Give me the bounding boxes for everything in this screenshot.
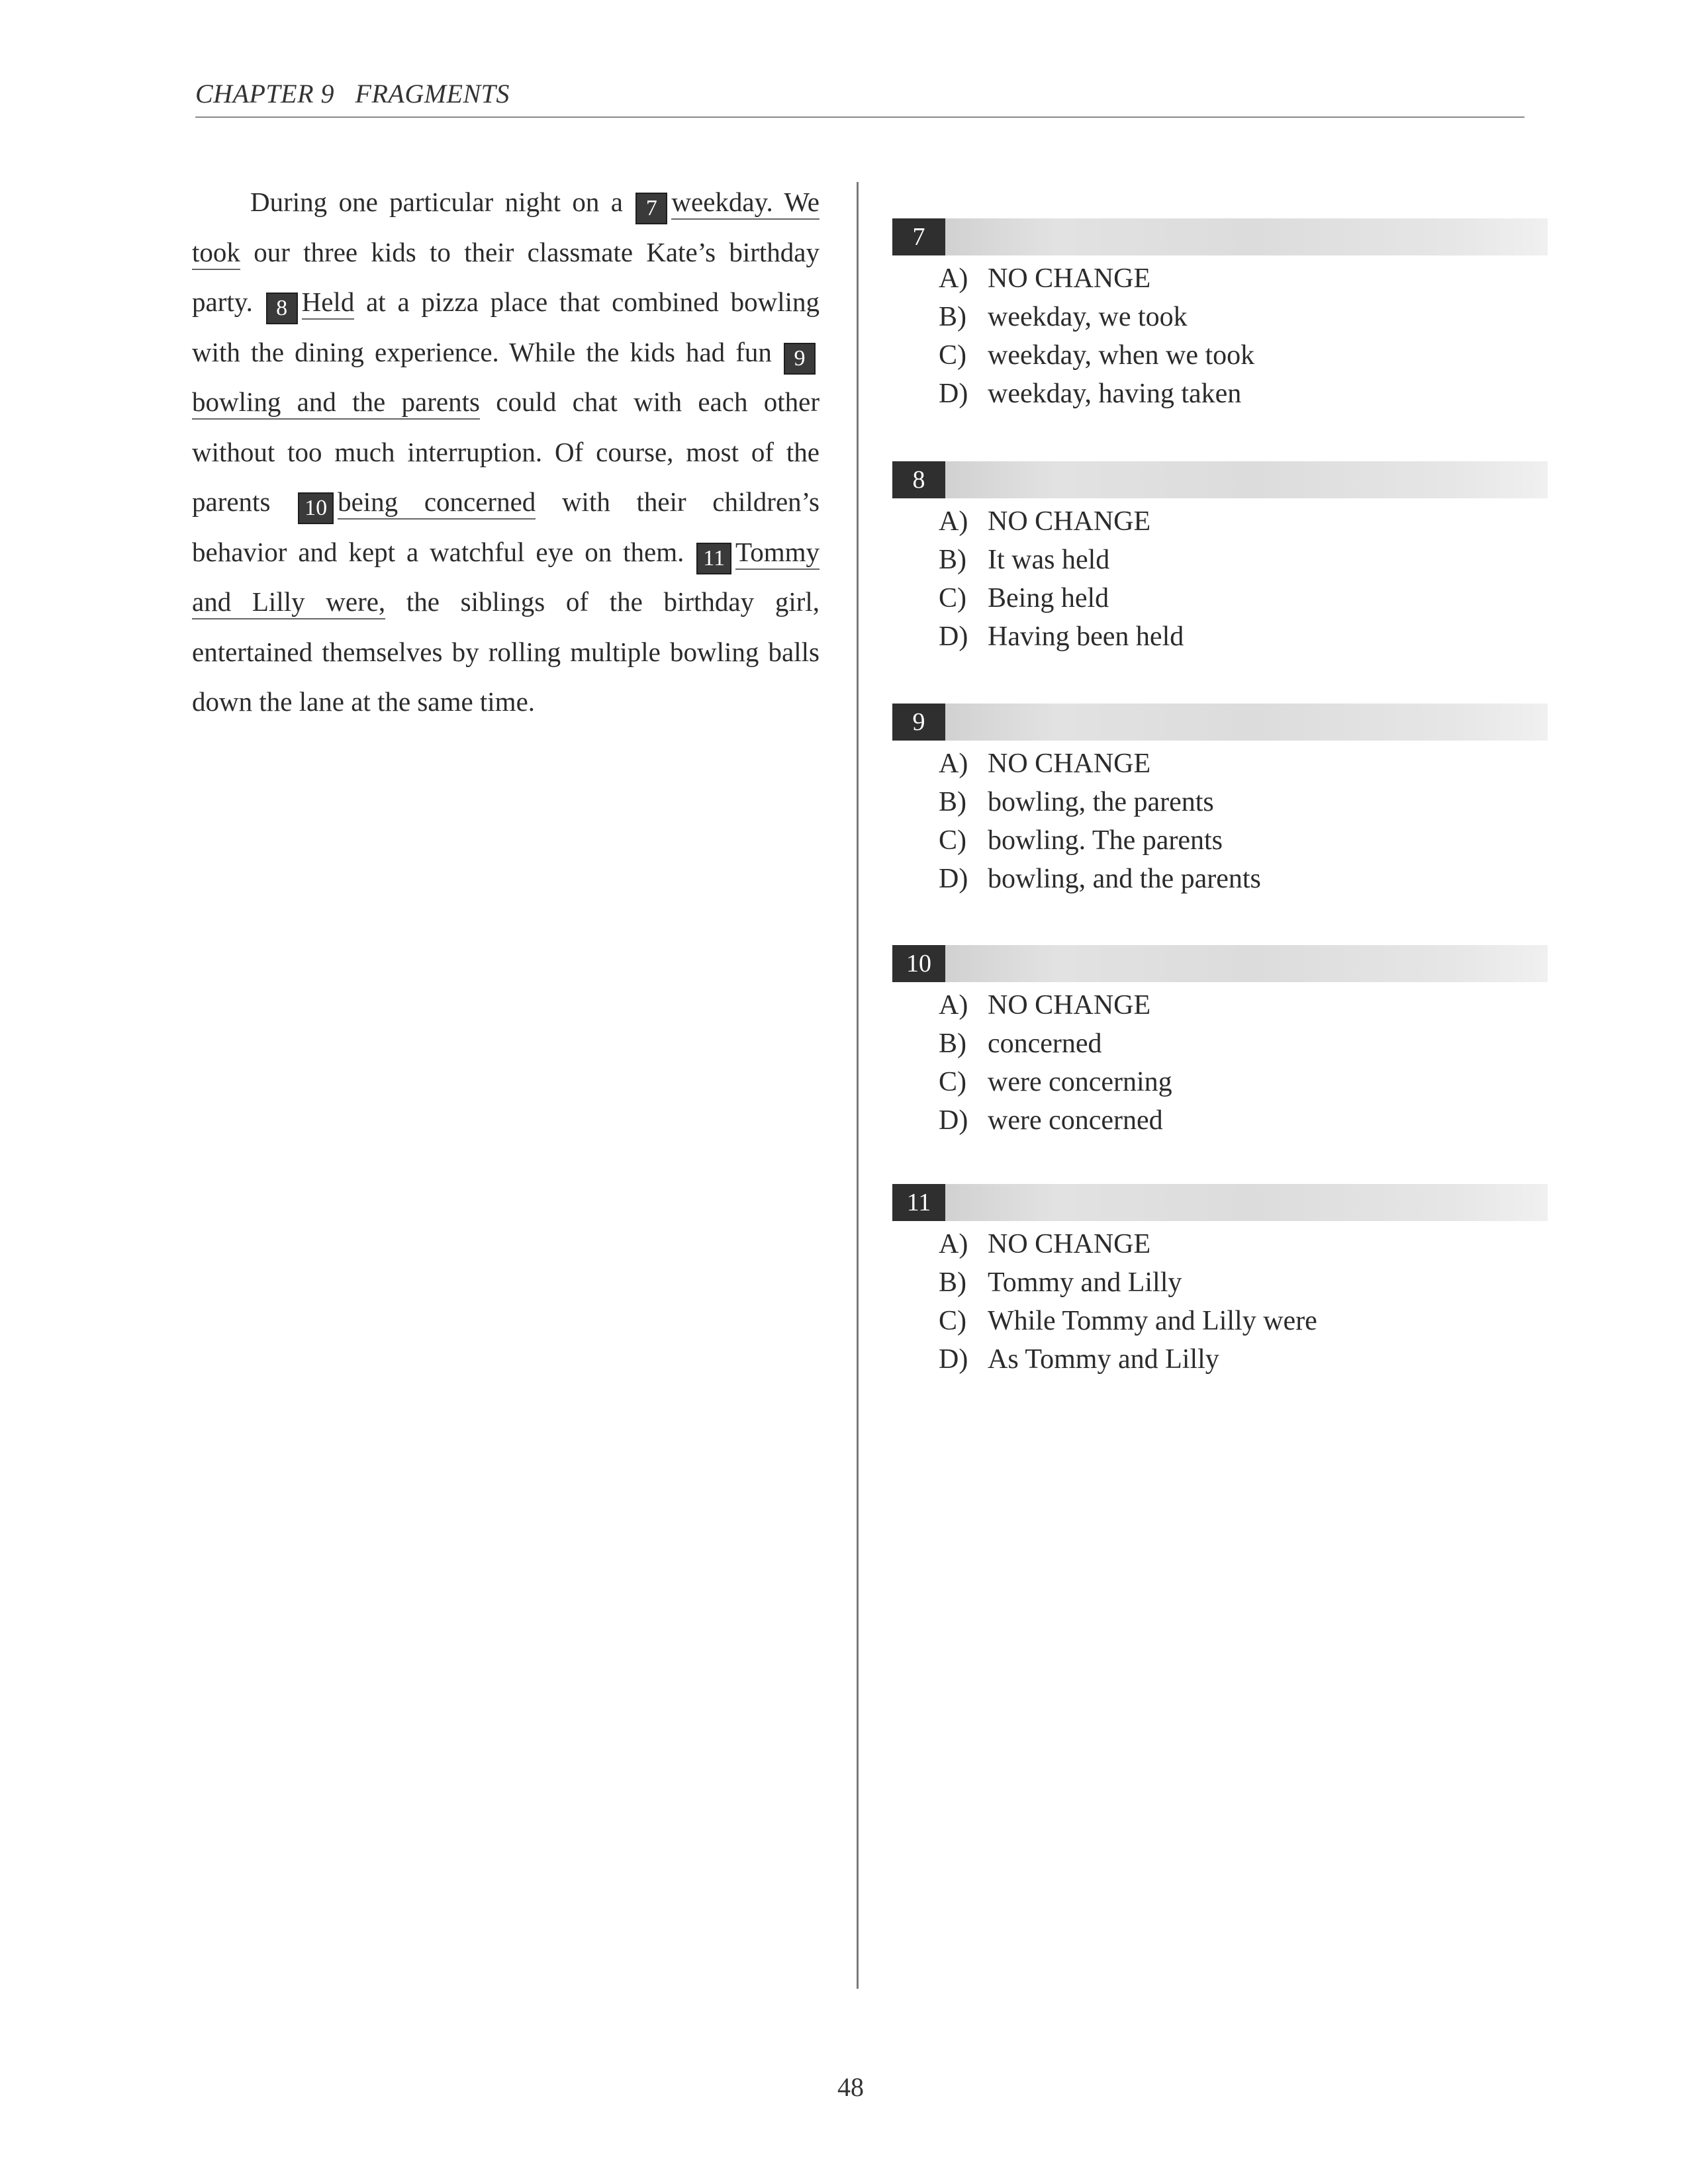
chapter-title: FRAGMENTS (355, 79, 510, 109)
question-number: 11 (892, 1184, 945, 1221)
answer-option[interactable]: B) bowling, the parents (939, 787, 1214, 817)
answer-option[interactable]: B) weekday, we took (939, 302, 1188, 332)
question-7 (892, 218, 1548, 413)
page-number: 48 (837, 2072, 864, 2102)
answer-option[interactable]: B) Tommy and Lilly (939, 1267, 1182, 1298)
answer-option[interactable]: C) bowling. The parents (939, 825, 1223, 856)
passage-text: with their children’s behavior and kept a watchful eye on them. (192, 486, 820, 567)
question-marker-10: 10 (298, 492, 334, 524)
question-8 (892, 461, 1548, 656)
answer-option[interactable]: C) Being held (939, 583, 1109, 614)
underlined-phrase-9: bowling and the parents (192, 387, 480, 420)
question-number: 10 (892, 945, 945, 982)
question-number: 8 (892, 461, 945, 498)
chapter-header (195, 78, 1524, 118)
question-header-bar (892, 461, 1548, 498)
question-header-bar (892, 945, 1548, 982)
answer-option[interactable]: D) were concerned (939, 1105, 1163, 1136)
question-number: 9 (892, 704, 945, 741)
underlined-phrase-8: Held (302, 287, 355, 320)
answer-option[interactable]: B) It was held (939, 545, 1110, 575)
chapter-label: CHAPTER 9 (195, 79, 335, 109)
answer-option[interactable]: C) weekday, when we took (939, 340, 1255, 371)
question-number: 7 (892, 218, 945, 255)
passage-text: could chat with each other without too much interruption. Of course, most of the parents (192, 387, 820, 517)
passage-text: our three kids to their classmate Kate’s birthday party. (192, 236, 820, 317)
answer-option[interactable]: D) bowling, and the parents (939, 864, 1261, 894)
question-header-bar (892, 1184, 1548, 1221)
question-11 (892, 1184, 1548, 1379)
answer-option[interactable]: A) NO CHANGE (939, 263, 1151, 294)
passage-text: the siblings of the birthday girl, entertained themselves by rolling multiple bowling balls down the lane at the same time. (192, 586, 820, 717)
answer-option[interactable]: D) weekday, having taken (939, 379, 1242, 409)
question-header-bar (892, 704, 1548, 741)
question-9 (892, 704, 1548, 898)
question-10 (892, 945, 1548, 1140)
passage-text: at a pizza place that combined bowling with the dining experience. While the kids had fun (192, 287, 820, 367)
answer-option[interactable]: A) NO CHANGE (939, 506, 1151, 537)
passage (192, 177, 820, 727)
underlined-phrase-11: Tommy and Lilly were, (192, 537, 820, 620)
answer-option[interactable]: D) Having been held (939, 621, 1184, 652)
answer-option[interactable]: C) were concerning (939, 1067, 1172, 1097)
answer-option[interactable]: C) While Tommy and Lilly were (939, 1306, 1317, 1336)
question-marker-11: 11 (696, 543, 731, 574)
answer-option[interactable]: A) NO CHANGE (939, 990, 1151, 1021)
underlined-phrase-10: being concerned (338, 486, 536, 520)
answer-option[interactable]: A) NO CHANGE (939, 1229, 1151, 1259)
question-marker-7: 7 (635, 193, 667, 224)
question-marker-8: 8 (266, 293, 298, 324)
answer-option[interactable]: B) concerned (939, 1028, 1102, 1059)
passage-text: During one particular night on a (250, 187, 623, 217)
underlined-phrase-7: weekday. We took (192, 187, 820, 270)
chapter-header-text (195, 78, 510, 109)
question-marker-9: 9 (784, 343, 816, 375)
answer-option[interactable]: A) NO CHANGE (939, 749, 1151, 779)
question-header-bar (892, 218, 1548, 255)
answer-option[interactable]: D) As Tommy and Lilly (939, 1344, 1219, 1375)
column-divider (857, 182, 859, 1989)
